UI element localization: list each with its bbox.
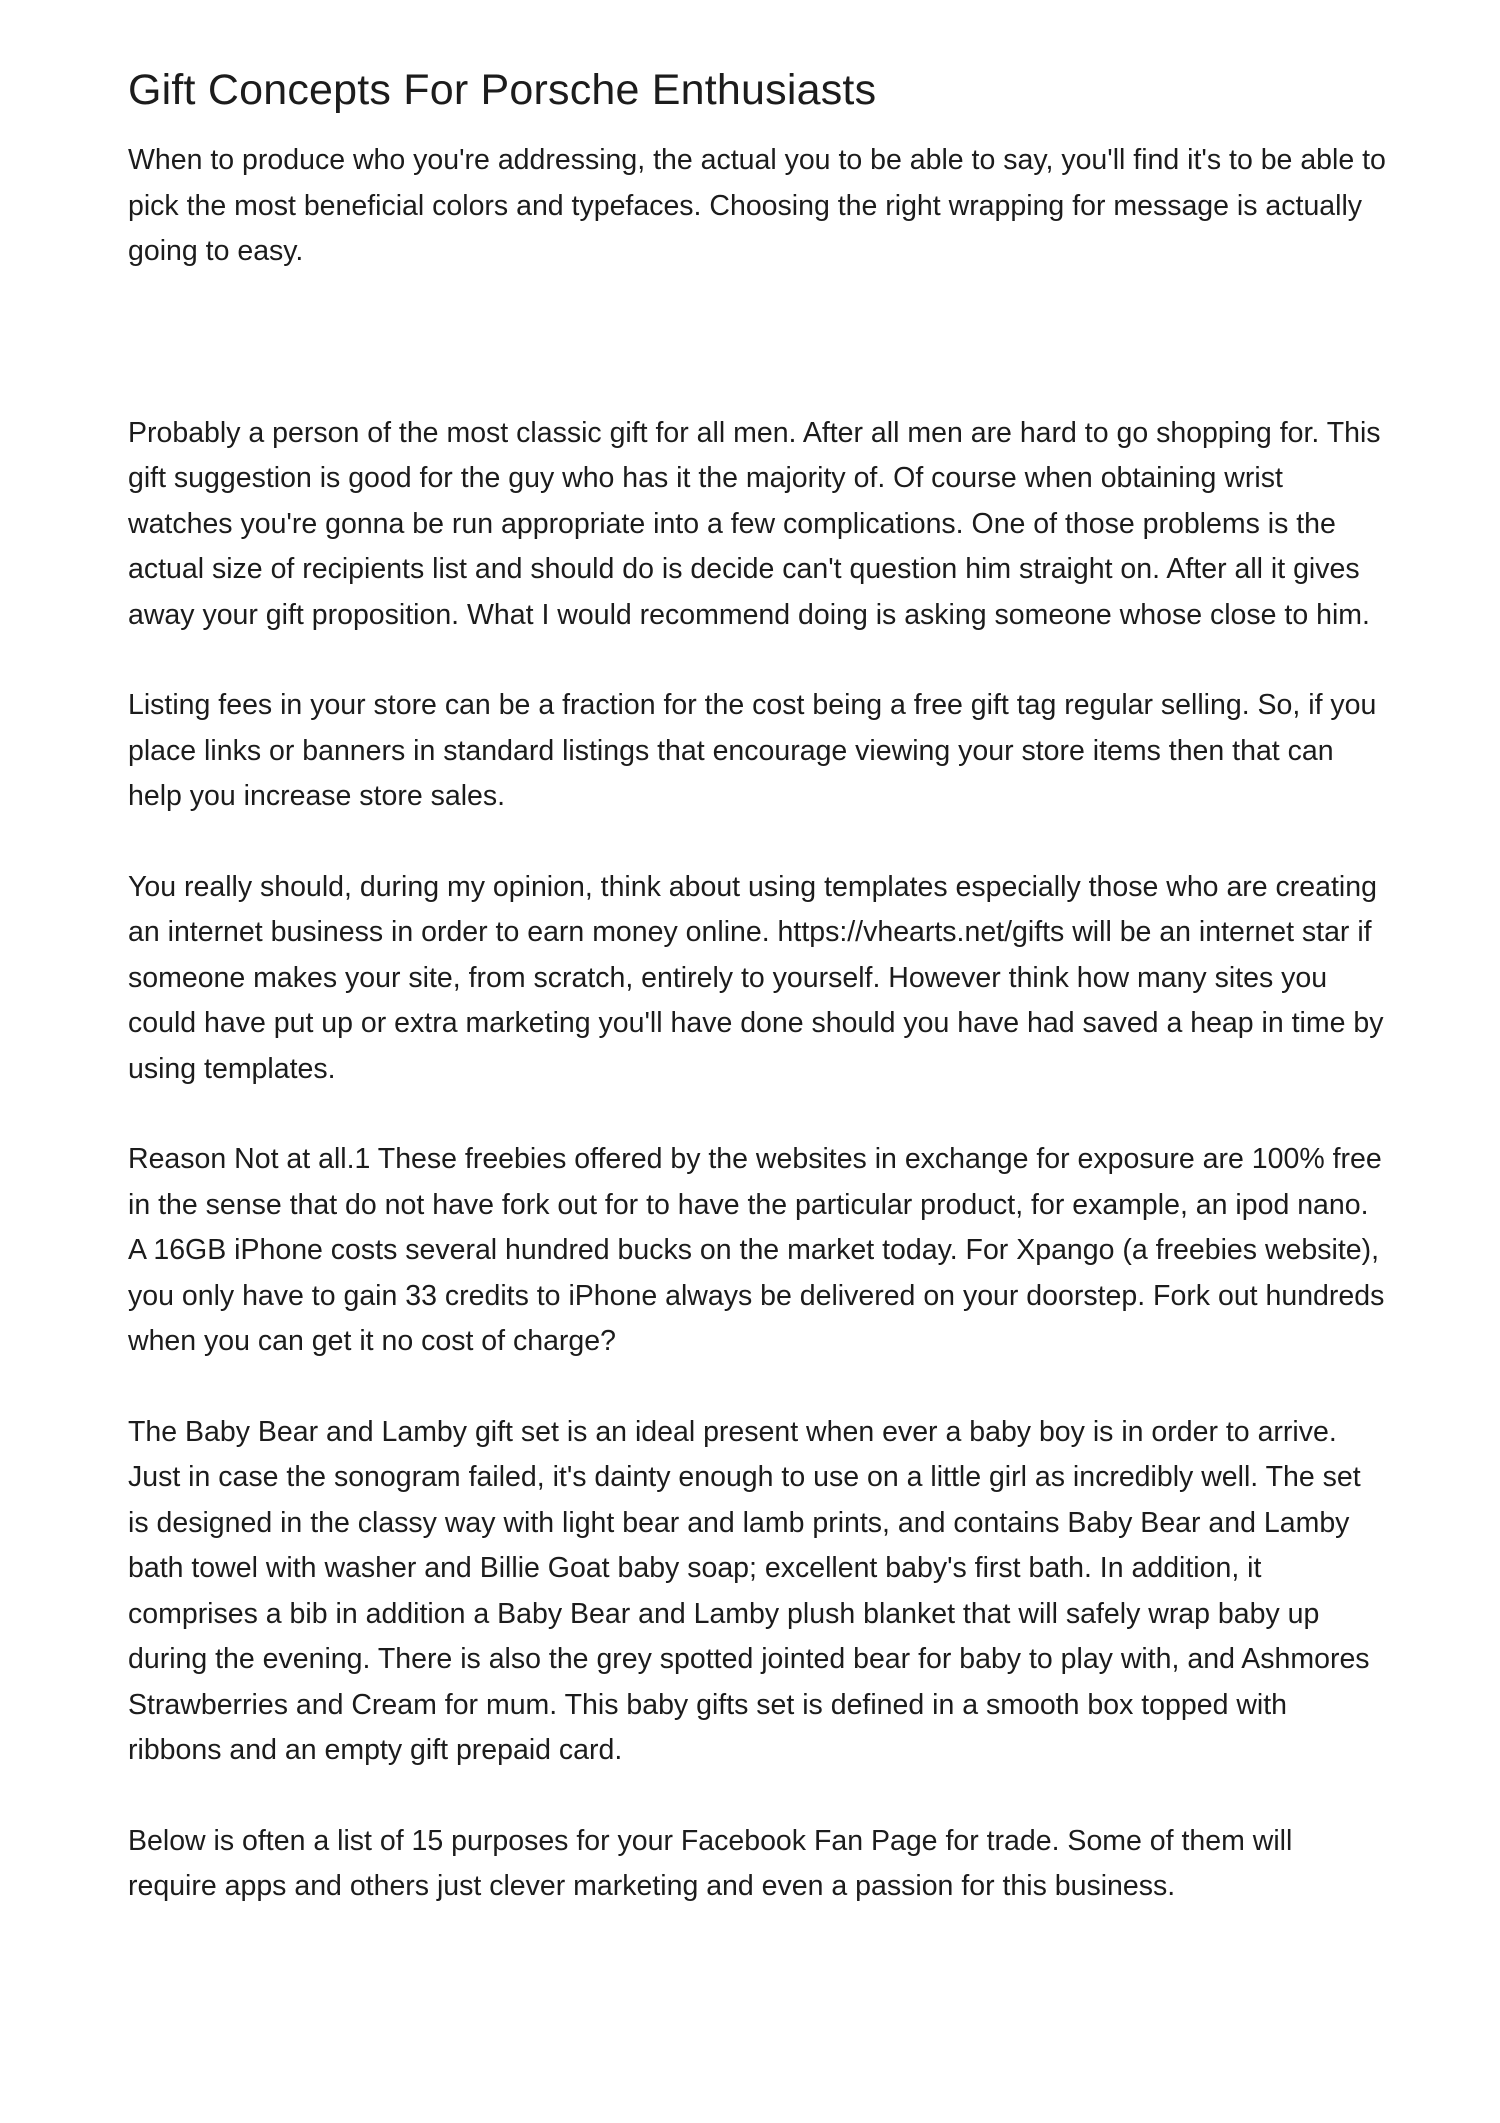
paragraph-classic-gift: Probably a person of the most classic gift for all men. After all men are hard to go shopping for. This gift suggestion is good for the guy who has it the majority of. Of course when obtaining wrist watches you're gonna be run appropriate into a few complications. One of those problems is the actual size of recipients list and should do is decide can't question him straight on. After all it gives away your gift proposition. What I would recommend doing is asking someone whose close to him. (128, 416, 1381, 631)
document-title: Gift Concepts For Porsche Enthusiasts (128, 66, 877, 114)
document-content (128, 62, 1388, 1955)
paragraph-freebies: Reason Not at all.1 These freebies offered by the websites in exchange for exposure are 100% free in the sense that do not have fork out for to have the particular product, for example, an ipod nano. A 16GB iPhone costs several hundred bucks on the market today. For Xpango (a freebies website), you only have to gain 33 credits to iPhone always be delivered on your doorstep. Fork out hundreds when you can get it no cost of charge? (128, 1143, 1385, 1357)
paragraph-baby-gift-set: The Baby Bear and Lamby gift set is an ideal present when ever a baby boy is in order to arrive. Just in case the sonogram failed, it's dainty enough to use on a little girl as incredibly well. The set is designed in the classy way with light bear and lamb prints, and contains Baby Bear and Lamby bath towel with washer and Billie Goat baby soap; excellent baby's first bath. In addition, it comprises a bib in addition a Baby Bear and Lamby plush blanket that will safely wrap baby up during the evening. There is also the grey spotted jointed bear for baby to play with, and Ashmores Strawberries and Cream for mum. This baby gifts set is defined in a smooth box topped with ribbons and an empty gift prepaid card. (128, 1415, 1370, 1766)
paragraph-listing-fees: Listing fees in your store can be a fraction for the cost being a free gift tag regular selling. So, if you place links or banners in standard listings that encourage viewing your store items then that can help you increase store sales. (128, 689, 1377, 812)
paragraph-intro: When to produce who you're addressing, the actual you to be able to say, you'll find it's to be able to pick the most beneficial colors and typefaces. Choosing the right wrapping for message is actually going to easy. (128, 144, 1386, 267)
paragraph-facebook-fan-page: Below is often a list of 15 purposes for your Facebook Fan Page for trade. Some of them will require apps and others just clever marketing and even a passion for this business. (128, 1824, 1293, 1902)
paragraph-templates: You really should, during my opinion, think about using templates especially those who are creating an internet business in order to earn money online. https://vhearts.net/gifts will be an internet star if someone makes your site, from scratch, entirely to yourself. However think how many sites you could have put up or extra marketing you'll have done should you have had saved a heap in time by using templates. (128, 870, 1384, 1085)
